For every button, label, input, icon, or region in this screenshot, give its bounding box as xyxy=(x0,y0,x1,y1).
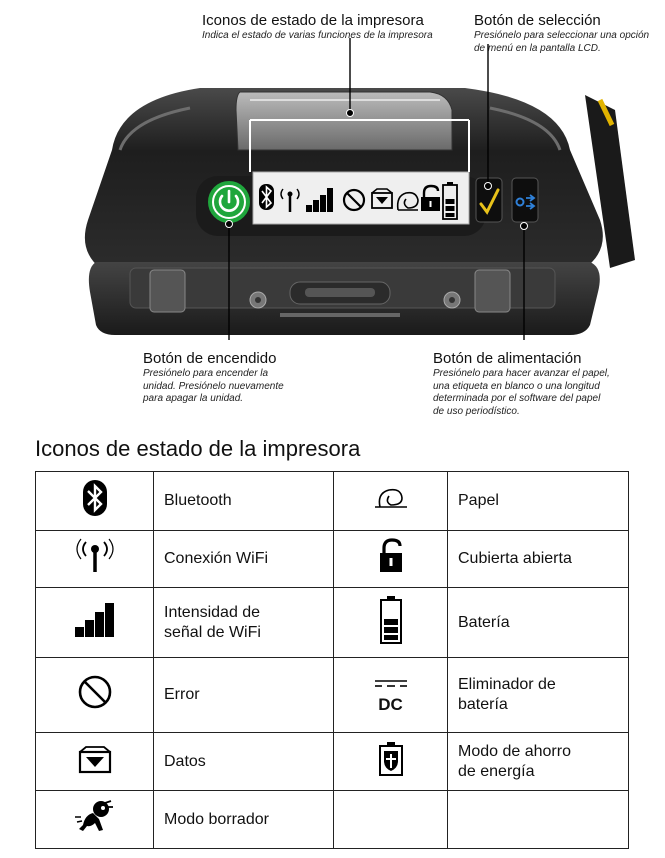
status-icons-callout xyxy=(202,12,433,43)
power-button[interactable] xyxy=(210,183,248,221)
table-row xyxy=(36,588,629,658)
table-empty-cell xyxy=(448,791,629,849)
data-label: Datos xyxy=(164,752,206,770)
battery-eliminator-icon xyxy=(334,675,447,715)
power-save-label-line1: Modo de ahorro xyxy=(458,742,571,760)
table-label-cell xyxy=(154,658,334,733)
table-label-cell xyxy=(448,588,629,658)
signal-strength-label-line2: señal de WiFi xyxy=(164,623,261,641)
table-row xyxy=(36,733,629,791)
table-row xyxy=(36,531,629,588)
power-button-callout-desc-1: Presiónelo para encender la xyxy=(143,368,269,379)
bluetooth-label: Bluetooth xyxy=(164,492,232,509)
table-row xyxy=(36,791,629,849)
power-button-callout-desc-2: unidad. Presiónelo nuevamente xyxy=(143,380,284,392)
table-label-cell xyxy=(448,733,629,791)
power-button-callout-title: Botón de encendido xyxy=(143,350,277,367)
table-icon-cell xyxy=(36,531,154,588)
feed-button-callout-desc-1: Presiónelo para hacer avanzar el papel, xyxy=(433,368,610,379)
feed-button-callout-desc-2: una etiqueta en blanco o una longitud xyxy=(433,380,600,392)
data-icon xyxy=(77,744,113,774)
table-icon-cell xyxy=(36,658,154,733)
select-button-callout xyxy=(474,12,649,55)
table-label-cell xyxy=(154,588,334,658)
dc-text: DC xyxy=(378,695,403,714)
feed-button-callout-desc-3: determinada por el software del papel xyxy=(433,393,601,404)
feed-button[interactable] xyxy=(512,178,538,222)
feed-button-callout-desc-4: de uso periodístico. xyxy=(433,405,520,417)
section-title: Iconos de estado de la impresora xyxy=(35,436,361,461)
select-button-callout-desc-1: Presiónelo para seleccionar una opción xyxy=(474,30,650,41)
wifi-antenna-icon xyxy=(75,538,115,574)
table-icon-cell xyxy=(36,472,154,531)
battery-label: Batería xyxy=(458,613,510,631)
table-label-cell xyxy=(154,733,334,791)
status-icons-callout-title: Iconos de estado de la impresora xyxy=(202,12,424,29)
table-icon-cell xyxy=(36,733,154,791)
table-icon-cell xyxy=(334,531,448,588)
table-icon-cell xyxy=(334,472,448,531)
paper-icon xyxy=(371,485,411,511)
table-icon-cell xyxy=(334,733,448,791)
battery-eliminator-label-line1: Eliminador de xyxy=(458,676,556,693)
table-label-cell xyxy=(448,531,629,588)
power-button-callout-desc-3: para apagar la unidad. xyxy=(143,393,244,404)
dc-symbol-lines xyxy=(373,679,409,689)
feed-button-callout xyxy=(433,350,610,418)
battery-eliminator-label-line2: batería xyxy=(458,696,508,713)
status-icons-callout-desc: Indica el estado de varias funciones de la impresora xyxy=(202,30,433,41)
table-icon-cell xyxy=(36,588,154,658)
bluetooth-icon xyxy=(82,479,108,517)
cover-open-icon xyxy=(378,538,404,574)
draft-mode-label: Modo borrador xyxy=(164,810,269,828)
cover-open-label: Cubierta abierta xyxy=(458,550,572,567)
table-empty-cell xyxy=(334,791,448,849)
error-label: Error xyxy=(164,686,200,703)
table-row xyxy=(36,658,629,733)
battery-icon xyxy=(379,595,403,645)
table-label-cell xyxy=(154,531,334,588)
table-label-cell xyxy=(448,472,629,531)
table-icon-cell xyxy=(334,658,448,733)
table-icon-cell xyxy=(334,588,448,658)
signal-strength-icon xyxy=(73,602,117,638)
draft-mode-icon xyxy=(75,799,115,835)
signal-strength-label-line1: Intensidad de xyxy=(164,603,261,621)
select-button-callout-desc-2: de menú en la pantalla LCD. xyxy=(474,42,601,54)
select-button-callout-title: Botón de selección xyxy=(474,12,601,29)
status-icon-table xyxy=(35,471,629,849)
table-label-cell xyxy=(154,791,334,849)
feed-button-callout-title: Botón de alimentación xyxy=(433,350,582,367)
power-button-callout xyxy=(143,350,284,406)
table-label-cell xyxy=(154,472,334,531)
paper-label: Papel xyxy=(458,492,499,509)
error-icon xyxy=(77,674,113,710)
table-icon-cell xyxy=(36,791,154,849)
table-label-cell xyxy=(448,658,629,733)
power-save-label-line2: de energía xyxy=(458,762,535,780)
wifi-connection-label: Conexión WiFi xyxy=(164,550,269,567)
lcd-bluetooth-icon xyxy=(259,184,274,210)
power-save-icon xyxy=(378,741,404,777)
table-row xyxy=(36,472,629,531)
